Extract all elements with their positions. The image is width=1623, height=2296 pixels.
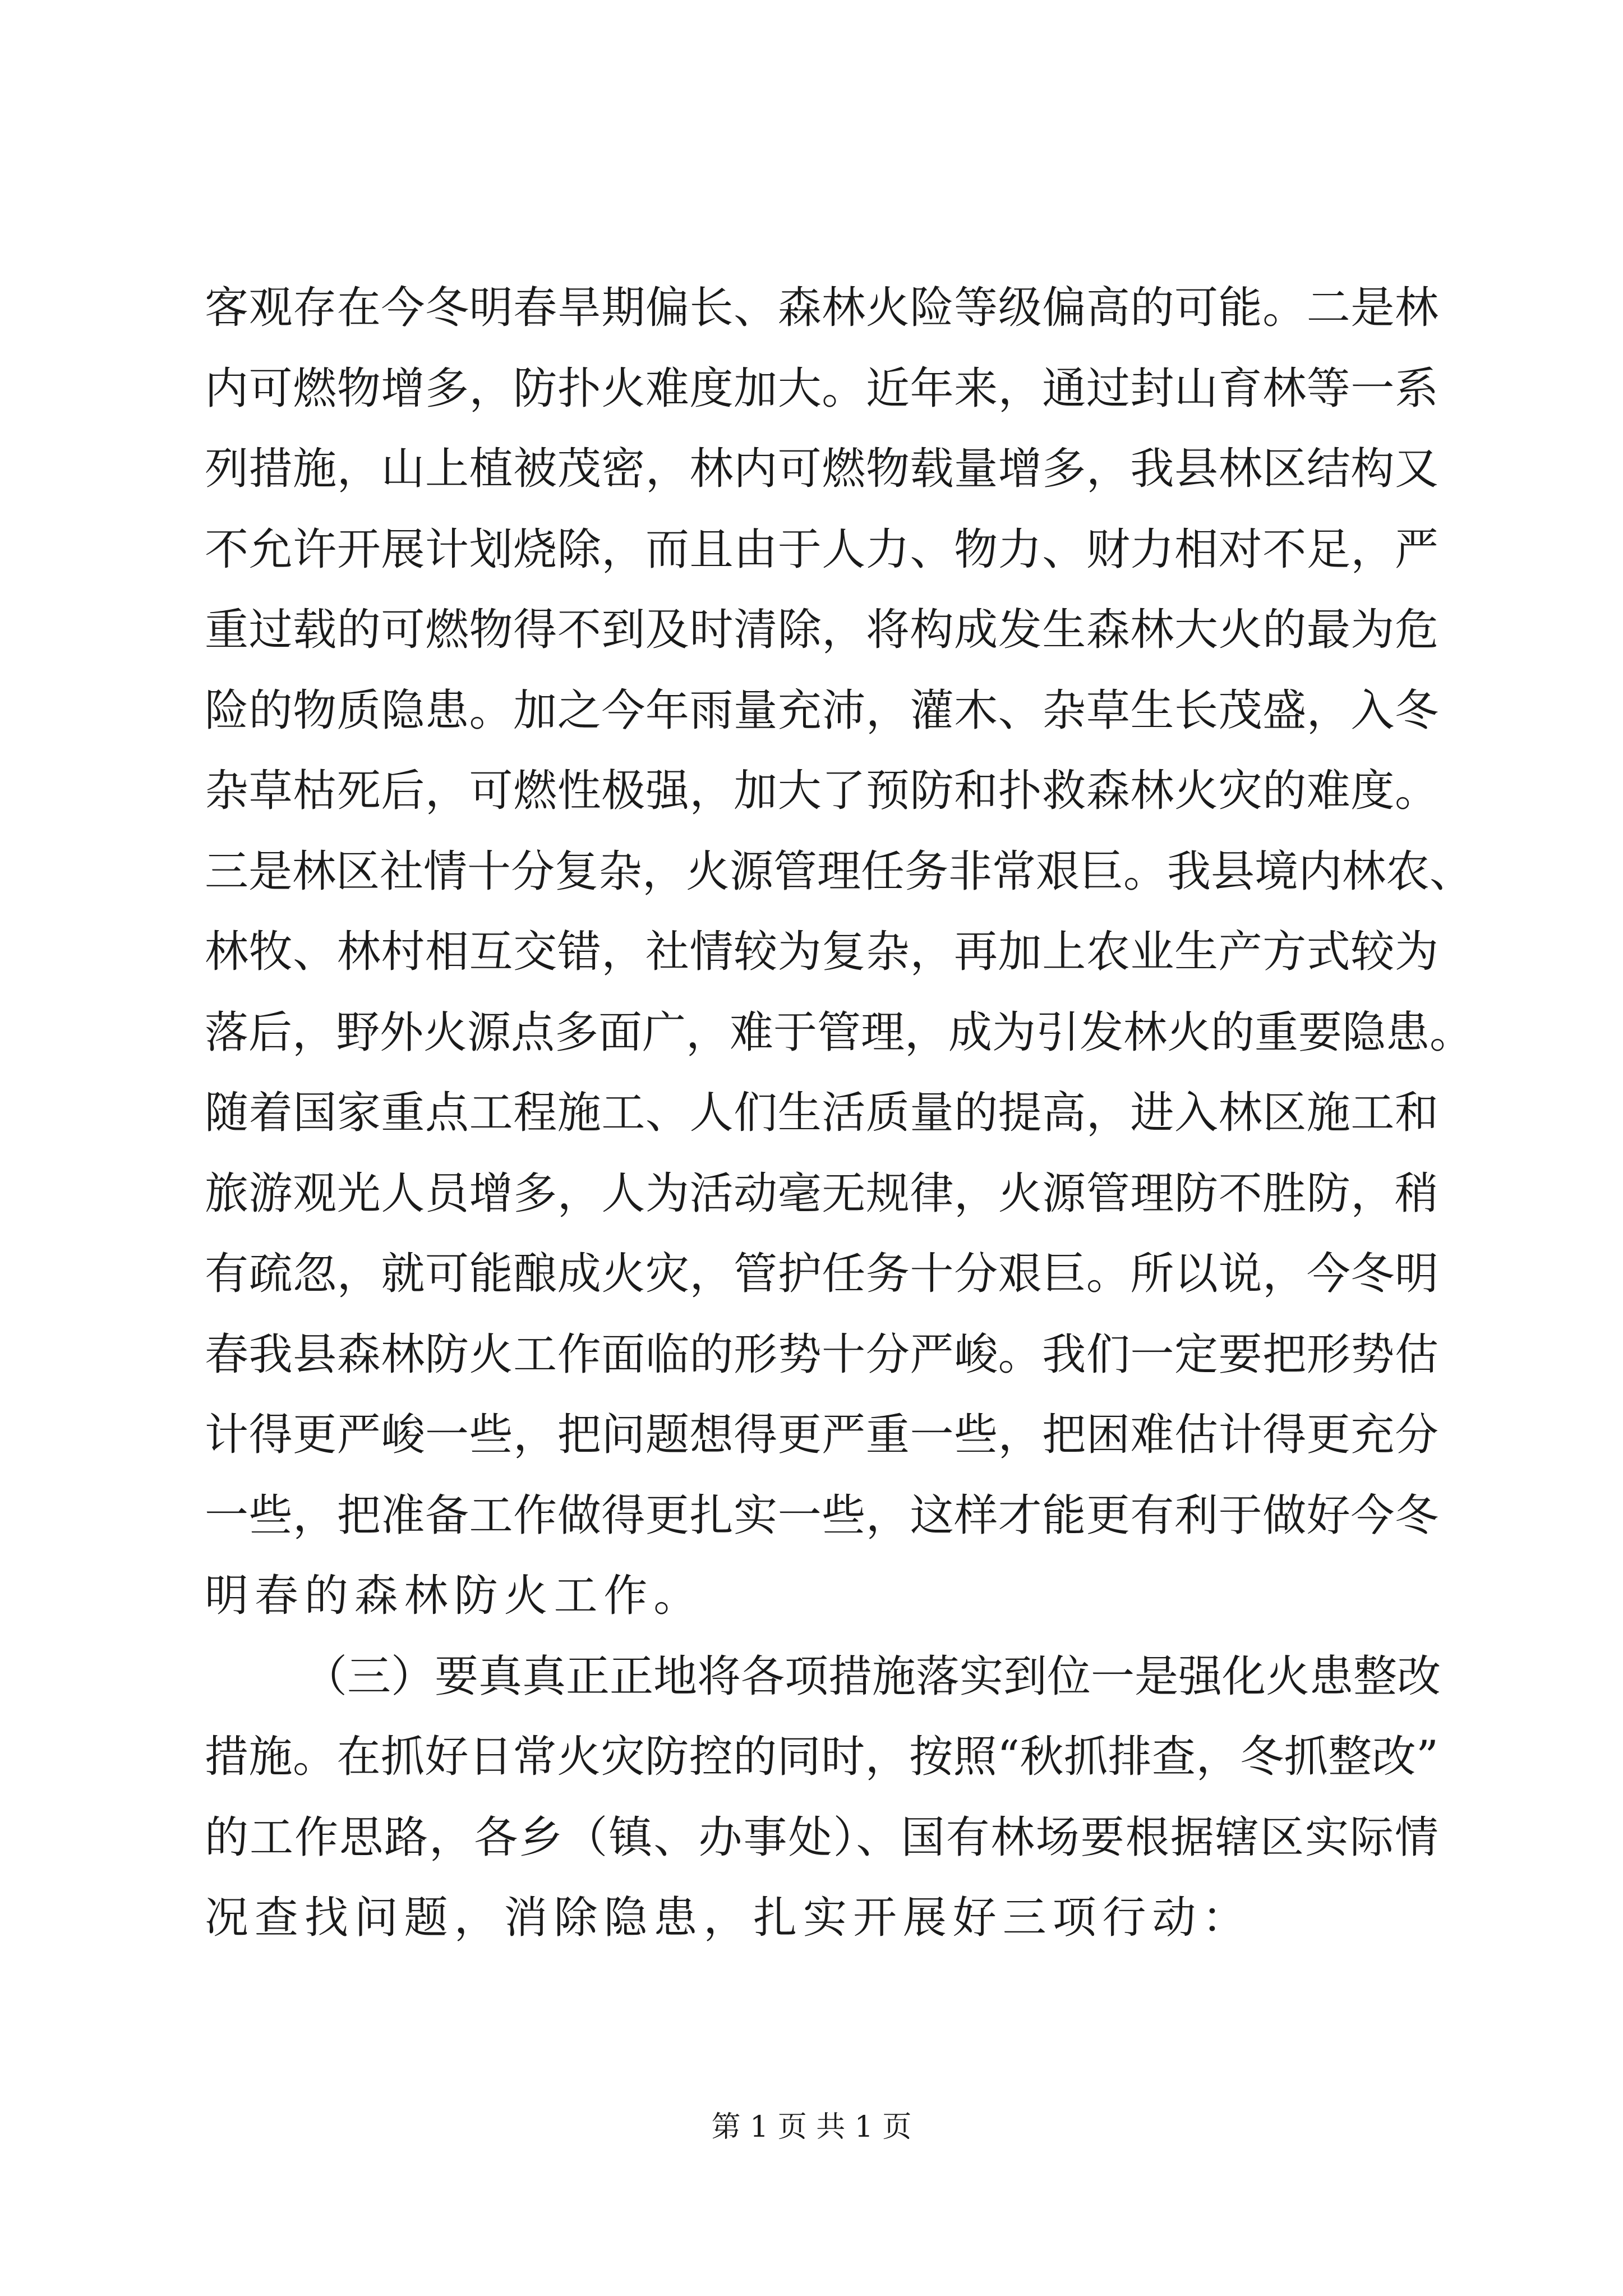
text-line: 计得更严峻一些，把问题想得更严重一些，把困难估计得更充分 — [205, 1410, 1438, 1460]
page-footer — [0, 2110, 1623, 2144]
text-line: 内可燃物增多，防扑火难度加大。近年来，通过封山育林等一系 — [205, 363, 1438, 414]
text-line: 不允许开展计划烧除，而且由于人力、物力、财力相对不足，严 — [205, 524, 1438, 575]
paragraph-end-line: 况查找问题，消除隐患，扎实开展好三项行动： — [205, 1893, 1252, 1943]
text-line: 重过载的可燃物得不到及时清除，将构成发生森林大火的最为危 — [205, 605, 1438, 655]
section-heading-line: （三）要真真正正地将各项措施落实到位一是强化火患整改 — [303, 1651, 1441, 1702]
text-line: 三是林区社情十分复杂，火源管理任务非常艰巨。我县境内林农、 — [205, 846, 1474, 897]
text-line: 措施。在抓好日常火灾防控的同时，按照“秋抓排查，冬抓整改” — [205, 1732, 1438, 1782]
text-line: 险的物质隐患。加之今年雨量充沛，灌木、杂草生长茂盛，入冬 — [205, 685, 1438, 736]
text-line: 客观存在今冬明春旱期偏长、森林火险等级偏高的可能。二是林 — [205, 283, 1438, 333]
text-line: 落后，野外火源点多面广，难于管理，成为引发林火的重要隐患。 — [205, 1007, 1474, 1058]
text-line: 的工作思路，各乡（镇、办事处）、国有林场要根据辖区实际情 — [205, 1812, 1438, 1863]
text-line: 列措施，山上植被茂密，林内可燃物载量增多，我县林区结构又 — [205, 444, 1438, 494]
page-number: 第 1 页 共 1 页 — [711, 2110, 912, 2144]
text-line: 有疏忽，就可能酿成火灾，管护任务十分艰巨。所以说，今冬明 — [205, 1249, 1438, 1299]
text-line: 一些，把准备工作做得更扎实一些，这样才能更有利于做好今冬 — [205, 1490, 1438, 1541]
text-line: 杂草枯死后，可燃性极强，加大了预防和扑救森林火灾的难度。 — [205, 766, 1438, 816]
text-line: 春我县森林防火工作面临的形势十分严峻。我们一定要把形势估 — [205, 1329, 1438, 1380]
document-body — [205, 268, 1474, 1959]
text-line: 林牧、林村相互交错，社情较为复杂，再加上农业生产方式较为 — [205, 927, 1438, 977]
text-line: 随着国家重点工程施工、人们生活质量的提高，进入林区施工和 — [205, 1088, 1438, 1138]
paragraph-end-line: 明春的森林防火工作。 — [205, 1571, 704, 1621]
text-line: 旅游观光人员增多，人为活动毫无规律，火源管理防不胜防，稍 — [205, 1168, 1438, 1219]
